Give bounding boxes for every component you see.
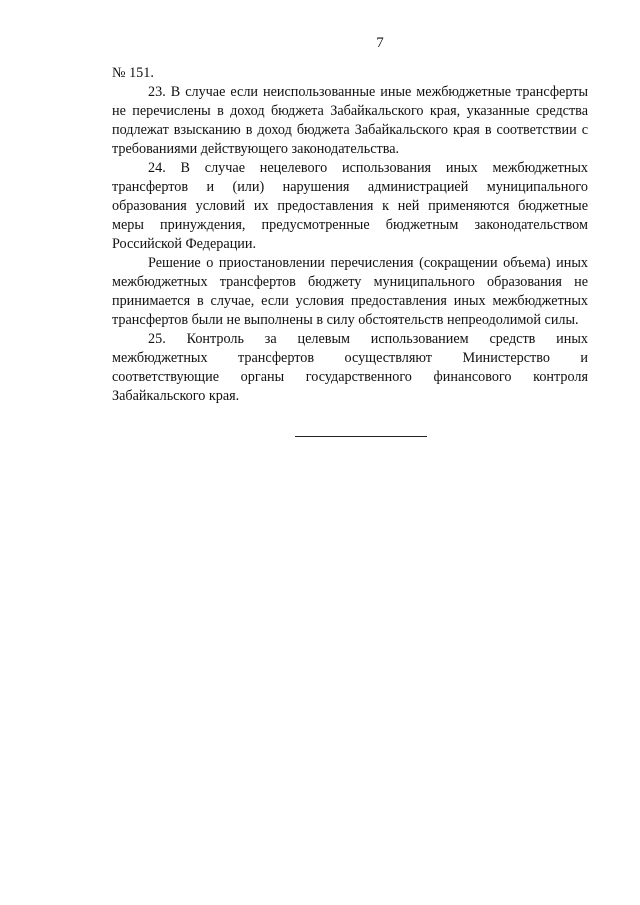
- text-line: требованиями действующего законодательства.: [112, 141, 400, 157]
- text-line: межбюджетных трансфертов бюджету муниципального образования не: [112, 274, 588, 290]
- paragraph: [112, 64, 588, 83]
- text-line: соответствующие органы государственного финансового контроля: [112, 369, 588, 385]
- document-body: [112, 64, 588, 437]
- text-line: образования условий их предоставления к ней применяются бюджетные: [112, 198, 588, 214]
- paragraph: [112, 83, 588, 159]
- end-divider: [295, 436, 427, 437]
- paragraphs-container: [112, 64, 588, 406]
- text-line: межбюджетных трансфертов осуществляют Министерство и: [112, 350, 588, 366]
- text-line: не перечислены в доход бюджета Забайкальского края, указанные средства: [112, 103, 588, 119]
- paragraph: [112, 330, 588, 406]
- text-line: Забайкальского края.: [112, 388, 240, 404]
- paragraph: [112, 159, 588, 254]
- text-line: меры принуждения, предусмотренные бюджетным законодательством: [112, 217, 588, 233]
- paragraph: [112, 254, 588, 330]
- text-line: принимается в случае, если условия предоставления иных межбюджетных: [112, 293, 588, 309]
- text-line: 23. В случае если неиспользованные иные межбюджетные трансферты: [148, 84, 588, 100]
- text-line: трансфертов были не выполнены в силу обстоятельств непреодолимой силы.: [112, 312, 579, 328]
- text-line: 25. Контроль за целевым использованием средств иных: [148, 331, 588, 347]
- text-line: трансфертов и (или) нарушения администрацией муниципального: [112, 179, 588, 195]
- page-number: 7: [376, 35, 384, 51]
- text-line: № 151.: [112, 65, 154, 81]
- text-line: 24. В случае нецелевого использования иных межбюджетных: [148, 160, 588, 176]
- text-line: подлежат взысканию в доход бюджета Забайкальского края в соответствии с: [112, 122, 588, 138]
- text-line: Решение о приостановлении перечисления (сокращении объема) иных: [148, 255, 588, 271]
- text-line: Российской Федерации.: [112, 236, 257, 252]
